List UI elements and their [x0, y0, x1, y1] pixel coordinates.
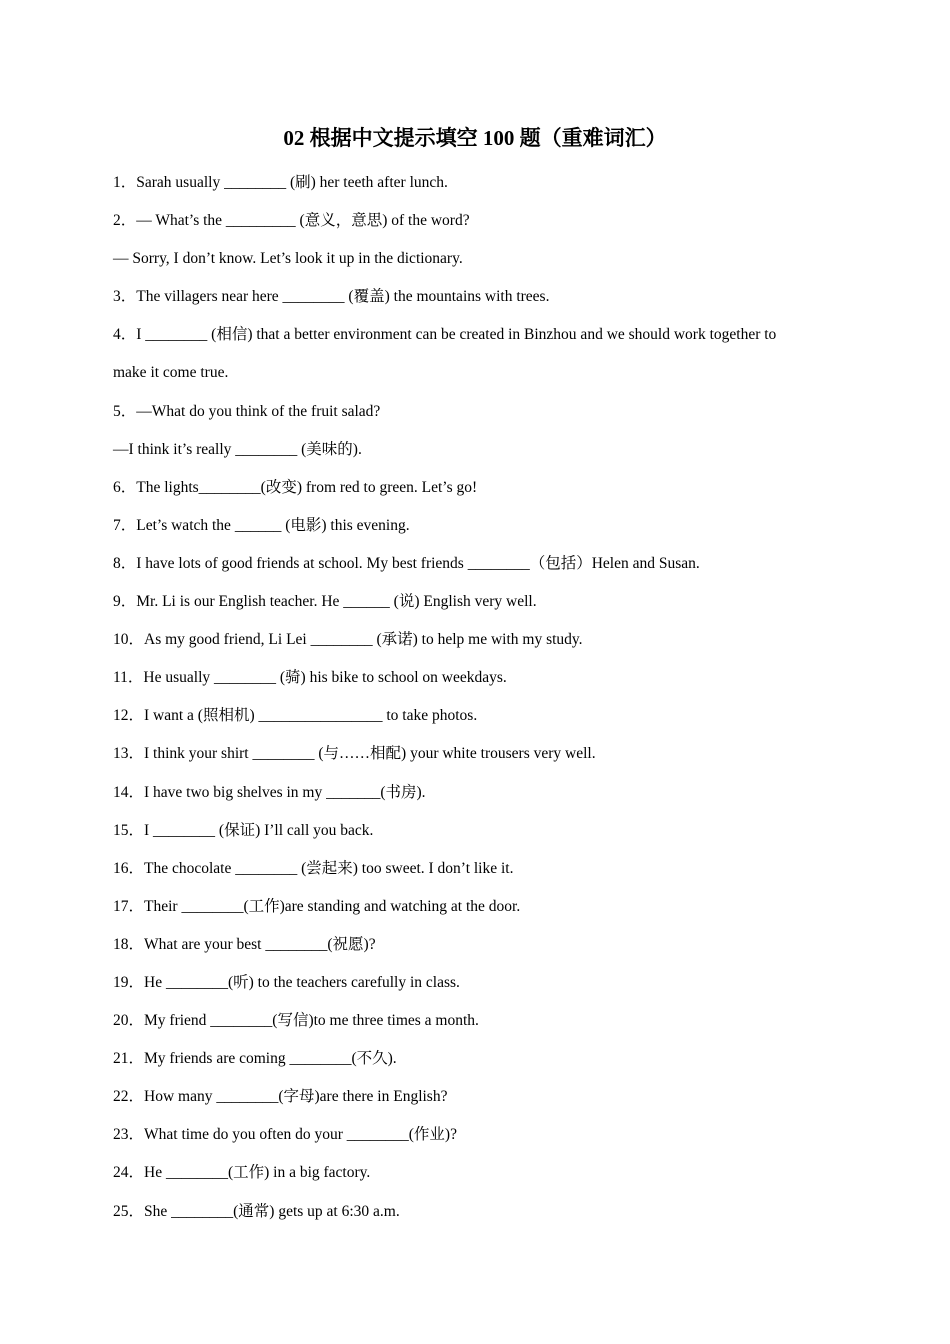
question-line: 10．As my good friend, Li Lei ________ (承诺) to help me with my study. — [113, 631, 583, 649]
question-line: 21．My friends are coming ________(不久). — [113, 1050, 397, 1068]
question-line: 5．—What do you think of the fruit salad? — [113, 402, 381, 420]
question-line: —I think it’s really ________ (美味的). — [113, 440, 362, 458]
question-line: 19．He ________(听) to the teachers carefully in class. — [113, 973, 460, 991]
question-line: 4．I ________ (相信) that a better environment can be created in Binzhou and we should work together to — [113, 326, 777, 344]
question-line: 1．Sarah usually ________ (刷) her teeth after lunch. — [113, 174, 448, 191]
question-line: 16．The chocolate ________ (尝起来) too sweet. I don’t like it. — [113, 859, 514, 877]
question-line: 12．I want a (照相机) ________________ to take photos. — [113, 707, 478, 725]
question-line: make it come true. — [113, 364, 229, 382]
question-line: 11．He usually ________ (骑) his bike to school on weekdays. — [113, 669, 507, 687]
question-line: — Sorry, I don’t know. Let’s look it up in the dictionary. — [113, 250, 463, 268]
question-line: 17．Their ________(工作)are standing and watching at the door. — [113, 897, 521, 915]
question-line: 8．I have lots of good friends at school. My best friends ________（包括）Helen and Susan. — [113, 554, 700, 572]
question-line: 22．How many ________(字母)are there in English? — [113, 1088, 448, 1106]
question-line: 23．What time do you often do your ________(作业)? — [113, 1126, 457, 1144]
question-line: 7．Let’s watch the ______ (电影) this evening. — [113, 516, 410, 534]
question-list — [113, 168, 853, 1235]
question-line: 18．What are your best ________(祝愿)? — [113, 935, 376, 953]
question-line: 14．I have two big shelves in my _______(书房). — [113, 783, 426, 801]
page-title: 02 根据中文提示填空 100 题（重难词汇） — [283, 126, 667, 150]
question-line: 3．The villagers near here ________ (覆盖) the mountains with trees. — [113, 288, 550, 306]
question-line: 24．He ________(工作) in a big factory. — [113, 1164, 371, 1182]
question-line: 13．I think your shirt ________ (与……相配) your white trousers very well. — [113, 745, 596, 763]
question-line: 6．The lights________(改变) from red to green. Let’s go! — [113, 478, 478, 496]
question-line: 9．Mr. Li is our English teacher. He ______ (说) English very well. — [113, 593, 537, 611]
question-line: 25．She ________(通常) gets up at 6:30 a.m. — [113, 1202, 400, 1220]
question-line: 2．— What’s the _________ (意义，意思) of the word? — [113, 212, 470, 230]
question-line: 20．My friend ________(写信)to me three times a month. — [113, 1012, 479, 1030]
question-line: 15．I ________ (保证) I’ll call you back. — [113, 821, 374, 839]
